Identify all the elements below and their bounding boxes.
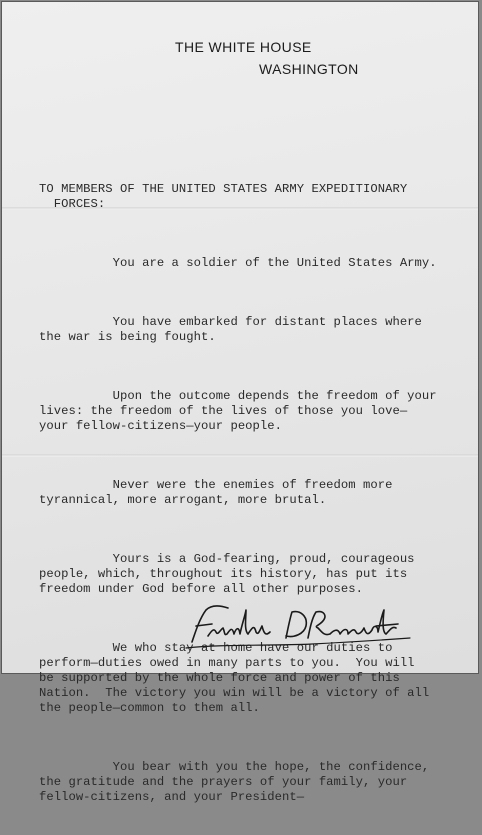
letter-body xyxy=(39,152,469,835)
letterhead-title: THE WHITE HOUSE xyxy=(175,39,312,55)
handwritten-signature xyxy=(182,604,412,654)
paragraph: Upon the outcome depends the freedom of your lives: the freedom of the lives of those you love— your fellow-citizens—your people. xyxy=(39,389,437,433)
paragraph: We who stay at home have our duties to perform—duties owed in many parts to you. You will be supported by the whole force and power of this Nation. The victory you win will be a victory of all the people—common to them all. xyxy=(39,641,430,715)
salutation: TO MEMBERS OF THE UNITED STATES ARMY EXPEDITIONARY FORCES: xyxy=(39,182,408,211)
paragraph: Never were the enemies of freedom more tyrannical, more arrogant, more brutal. xyxy=(39,478,393,507)
paragraph: You have embarked for distant places where the war is being fought. xyxy=(39,315,422,344)
letter-sheet xyxy=(1,1,479,804)
paragraph: You are a soldier of the United States Army. xyxy=(39,256,437,270)
letterhead-location: WASHINGTON xyxy=(259,61,359,77)
paragraph: Yours is a God-fearing, proud, courageous people, which, throughout its history, has put its freedom under God before all other purposes. xyxy=(39,552,415,596)
paragraph: You bear with you the hope, the confidence, the gratitude and the prayers of your family, your fellow-citizens, and your President— xyxy=(39,760,430,804)
